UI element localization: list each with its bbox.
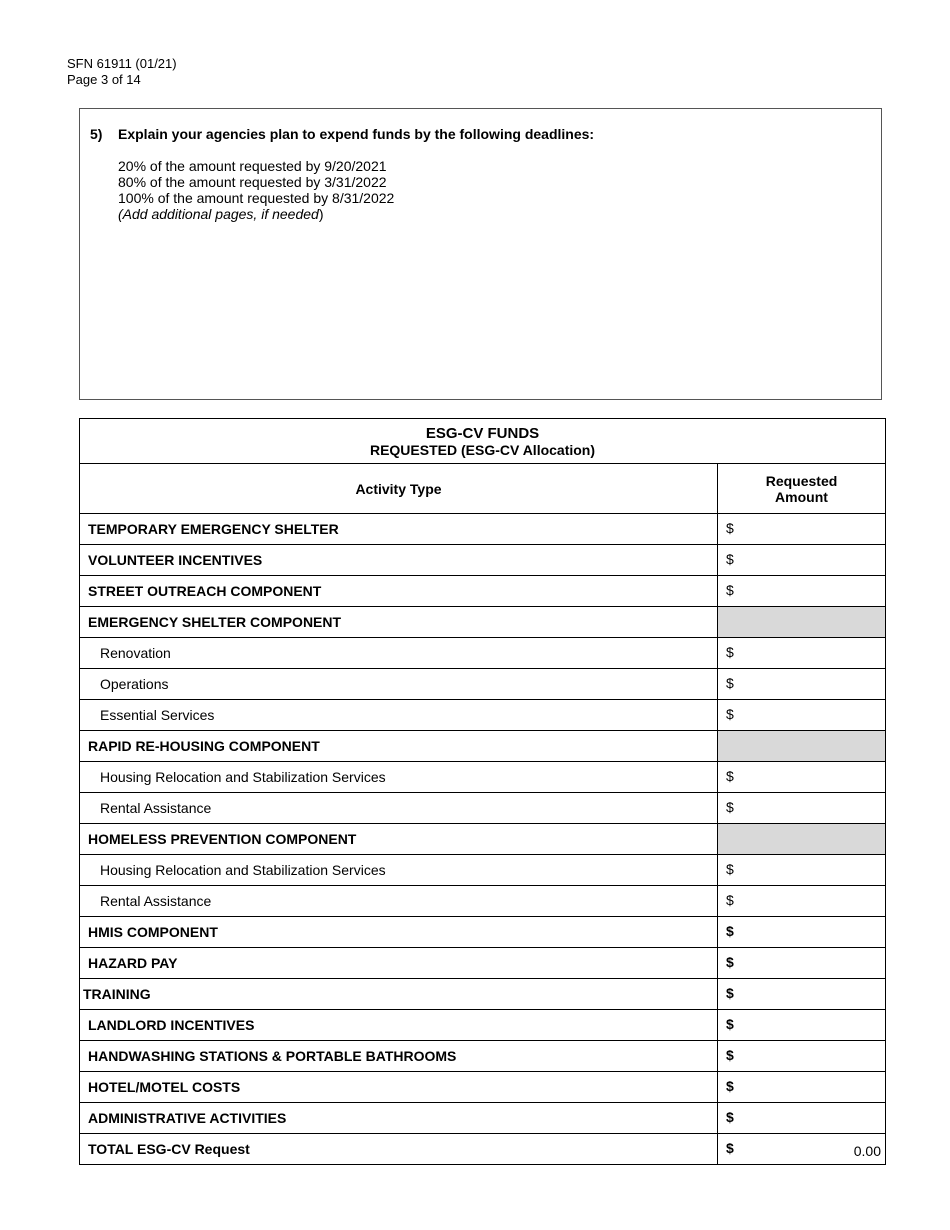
deadline-list <box>118 158 394 222</box>
requested-amount-field[interactable] <box>718 576 886 607</box>
question-5-title <box>90 126 594 142</box>
table-row <box>80 824 886 855</box>
table-row <box>80 514 886 545</box>
activity-label: HOTEL/MOTEL COSTS <box>80 1072 718 1103</box>
question-number: 5) <box>90 126 103 142</box>
activity-label: TOTAL ESG-CV Request <box>80 1134 718 1165</box>
requested-amount-field[interactable] <box>718 762 886 793</box>
table-row <box>80 762 886 793</box>
activity-label: Rental Assistance <box>80 793 718 824</box>
requested-amount-field[interactable] <box>718 793 886 824</box>
activity-label: Housing Relocation and Stabilization Services <box>80 762 718 793</box>
column-header-activity: Activity Type <box>80 464 718 514</box>
table-row <box>80 886 886 917</box>
table-row <box>80 576 886 607</box>
form-number: SFN 61911 (01/21) <box>67 56 177 71</box>
currency-symbol: $ <box>726 954 734 970</box>
requested-amount-field[interactable] <box>718 514 886 545</box>
table-row <box>80 669 886 700</box>
currency-symbol: $ <box>726 706 734 722</box>
activity-label: Operations <box>80 669 718 700</box>
table-row <box>80 1010 886 1041</box>
activity-label: TEMPORARY EMERGENCY SHELTER <box>80 514 718 545</box>
currency-symbol: $ <box>726 1078 734 1094</box>
requested-amount-shaded <box>718 607 886 638</box>
requested-amount-field[interactable] <box>718 545 886 576</box>
requested-amount-field[interactable] <box>718 1010 886 1041</box>
requested-amount-field[interactable] <box>718 1041 886 1072</box>
table-row <box>80 731 886 762</box>
activity-label: HANDWASHING STATIONS & PORTABLE BATHROOMS <box>80 1041 718 1072</box>
requested-amount-field[interactable] <box>718 669 886 700</box>
deadline-line: 100% of the amount requested by 8/31/2022 <box>118 190 395 206</box>
requested-amount-field[interactable] <box>718 979 886 1010</box>
currency-symbol: $ <box>726 1140 734 1156</box>
table-row <box>80 917 886 948</box>
currency-symbol: $ <box>726 582 734 598</box>
requested-amount-field[interactable] <box>718 855 886 886</box>
table-row <box>80 607 886 638</box>
table-row <box>80 545 886 576</box>
amount-value: 0.00 <box>853 1143 881 1159</box>
currency-symbol: $ <box>726 675 734 691</box>
table-title-main: ESG-CV FUNDS <box>425 424 540 442</box>
activity-label: HAZARD PAY <box>80 948 718 979</box>
table-row <box>80 855 886 886</box>
table-row <box>80 948 886 979</box>
currency-symbol: $ <box>726 1047 734 1063</box>
table-title <box>80 419 886 464</box>
requested-amount-field[interactable] <box>718 1134 886 1165</box>
table-row <box>80 700 886 731</box>
requested-amount-field[interactable] <box>718 917 886 948</box>
currency-symbol: $ <box>726 768 734 784</box>
question-5-box[interactable] <box>79 108 882 400</box>
activity-label: STREET OUTREACH COMPONENT <box>80 576 718 607</box>
activity-label: LANDLORD INCENTIVES <box>80 1010 718 1041</box>
activity-label: ADMINISTRATIVE ACTIVITIES <box>80 1103 718 1134</box>
table-row <box>80 1103 886 1134</box>
table-row <box>80 979 886 1010</box>
table-title-sub: REQUESTED (ESG-CV Allocation) <box>369 441 596 458</box>
activity-label: HOMELESS PREVENTION COMPONENT <box>80 824 718 855</box>
esg-cv-funds-table <box>79 418 886 1165</box>
activity-label: RAPID RE-HOUSING COMPONENT <box>80 731 718 762</box>
table-row <box>80 1041 886 1072</box>
currency-symbol: $ <box>726 892 734 908</box>
activity-label: Housing Relocation and Stabilization Services <box>80 855 718 886</box>
table-row <box>80 1072 886 1103</box>
requested-amount-shaded <box>718 824 886 855</box>
currency-symbol: $ <box>726 644 734 660</box>
activity-label: Essential Services <box>80 700 718 731</box>
activity-label: VOLUNTEER INCENTIVES <box>80 545 718 576</box>
deadline-line: 80% of the amount requested by 3/31/2022 <box>118 174 387 190</box>
form-header <box>67 56 177 88</box>
table-row <box>80 638 886 669</box>
currency-symbol: $ <box>726 799 734 815</box>
activity-label: TRAINING <box>80 979 718 1010</box>
currency-symbol: $ <box>726 985 734 1001</box>
currency-symbol: $ <box>726 520 734 536</box>
deadline-line: 20% of the amount requested by 9/20/2021 <box>118 158 387 174</box>
activity-label: EMERGENCY SHELTER COMPONENT <box>80 607 718 638</box>
requested-amount-field[interactable] <box>718 1103 886 1134</box>
requested-amount-field[interactable] <box>718 638 886 669</box>
activity-label: Renovation <box>80 638 718 669</box>
currency-symbol: $ <box>726 861 734 877</box>
requested-amount-field[interactable] <box>718 948 886 979</box>
page-number: Page 3 of 14 <box>67 72 141 87</box>
additional-pages-note: (Add additional pages, if needed) <box>118 206 324 222</box>
requested-amount-shaded <box>718 731 886 762</box>
activity-label: HMIS COMPONENT <box>80 917 718 948</box>
table-row <box>80 793 886 824</box>
currency-symbol: $ <box>726 551 734 567</box>
currency-symbol: $ <box>726 1016 734 1032</box>
currency-symbol: $ <box>726 923 734 939</box>
activity-label: Rental Assistance <box>80 886 718 917</box>
currency-symbol: $ <box>726 1109 734 1125</box>
question-text: Explain your agencies plan to expend funds by the following deadlines: <box>118 126 595 142</box>
column-header-amount: Requested Amount <box>718 464 886 514</box>
requested-amount-field[interactable] <box>718 886 886 917</box>
requested-amount-field[interactable] <box>718 1072 886 1103</box>
table-row <box>80 1134 886 1165</box>
requested-amount-field[interactable] <box>718 700 886 731</box>
